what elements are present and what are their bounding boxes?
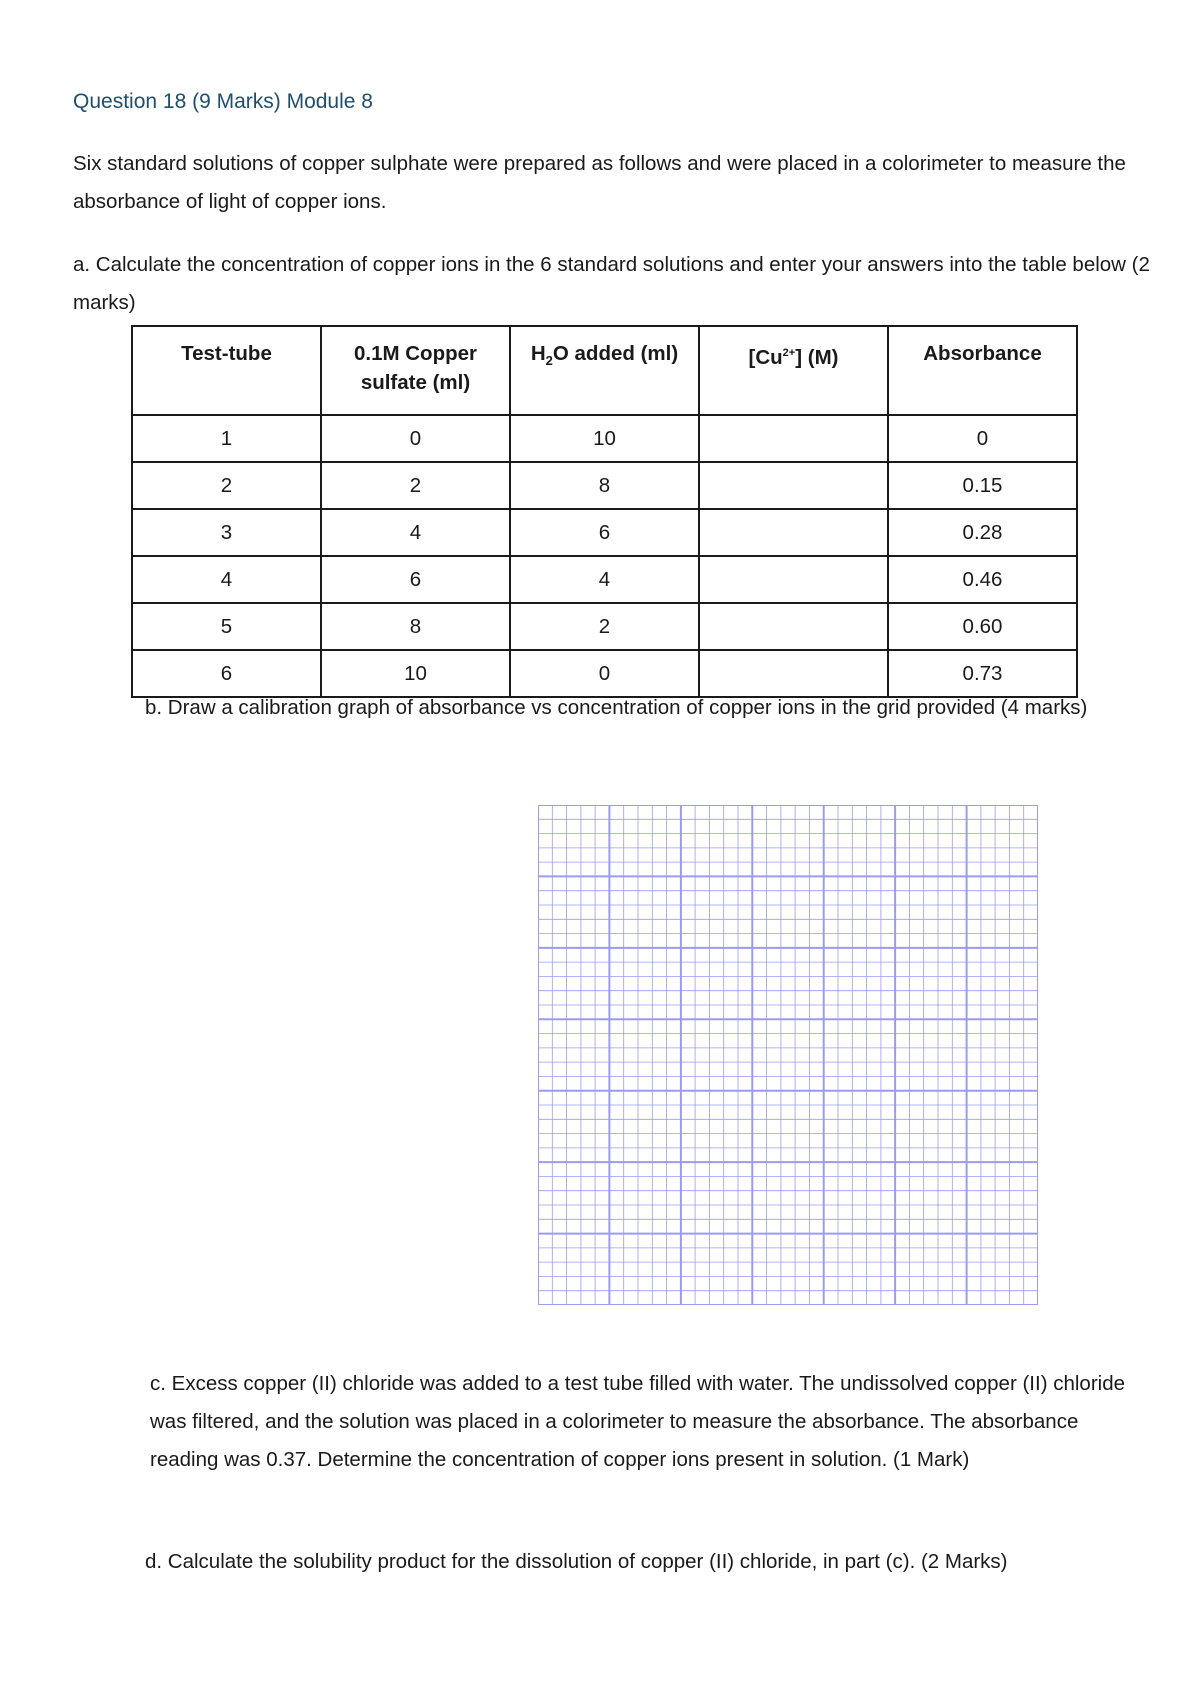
header-water-added: $H_2O$ added (ml) xyxy=(510,326,699,415)
cell-test-tube: 3 xyxy=(132,509,321,556)
cell-concentration-answer[interactable] xyxy=(699,603,888,650)
cell-concentration-answer[interactable] xyxy=(699,556,888,603)
table-row xyxy=(132,415,1077,462)
question-heading: Question 18 (9 Marks) Module 8 xyxy=(73,90,373,113)
cell-absorbance: 0.46 xyxy=(888,556,1077,603)
header-copper-sulfate: 0.1M Copper sulfate (ml) xyxy=(321,326,510,415)
table-row xyxy=(132,603,1077,650)
cell-copper: 2 xyxy=(321,462,510,509)
cell-concentration-answer[interactable] xyxy=(699,415,888,462)
cell-test-tube: 4 xyxy=(132,556,321,603)
cell-copper: 6 xyxy=(321,556,510,603)
solutions-table xyxy=(131,325,1078,698)
table-row xyxy=(132,556,1077,603)
cell-absorbance: 0.28 xyxy=(888,509,1077,556)
cell-test-tube: 1 xyxy=(132,415,321,462)
part-a-text: a. Calculate the concentration of copper ions in the 6 standard solutions and enter your answers into the table below (2 marks) xyxy=(73,253,1150,314)
cell-absorbance: 0.73 xyxy=(888,650,1077,697)
header-cu-concentration: $[Cu^{2+}]$ (M) xyxy=(699,326,888,415)
part-c-text: c. Excess copper (II) chloride was added to a test tube filled with water. The undissolved copper (II) chloride was filtered, and the solution was placed in a colorimeter to measure the absorbance. The absorbance reading was 0.37. Determine the concentration of copper ions present in solution. (1 Mark) xyxy=(150,1372,1126,1471)
cell-water: 10 xyxy=(510,415,699,462)
part-b-text: b. Draw a calibration graph of absorbance vs concentration of copper ions in the grid provided (4 marks) xyxy=(145,696,1088,719)
header-test-tube: Test-tube xyxy=(132,326,321,415)
cell-test-tube: 6 xyxy=(132,650,321,697)
cell-copper: 10 xyxy=(321,650,510,697)
cell-copper: 0 xyxy=(321,415,510,462)
cell-copper: 8 xyxy=(321,603,510,650)
cell-concentration-answer[interactable] xyxy=(699,509,888,556)
cell-test-tube: 5 xyxy=(132,603,321,650)
graph-paper-grid[interactable] xyxy=(538,805,1038,1305)
cell-copper: 4 xyxy=(321,509,510,556)
cell-absorbance: 0.15 xyxy=(888,462,1077,509)
cell-absorbance: 0.60 xyxy=(888,603,1077,650)
header-absorbance: Absorbance xyxy=(888,326,1077,415)
intro-text: Six standard solutions of copper sulphate were prepared as follows and were placed in a colorimeter to measure the absorbance of light of copper ions. xyxy=(73,152,1126,213)
cell-water: 0 xyxy=(510,650,699,697)
table-row xyxy=(132,462,1077,509)
cell-water: 2 xyxy=(510,603,699,650)
cell-water: 4 xyxy=(510,556,699,603)
cell-test-tube: 2 xyxy=(132,462,321,509)
part-d-text: d. Calculate the solubility product for the dissolution of copper (II) chloride, in part (c). (2 Marks) xyxy=(145,1550,1008,1573)
cell-concentration-answer[interactable] xyxy=(699,462,888,509)
graph-grid-svg xyxy=(538,805,1038,1305)
cell-water: 8 xyxy=(510,462,699,509)
table-header-row xyxy=(132,326,1077,415)
cell-water: 6 xyxy=(510,509,699,556)
table-row xyxy=(132,509,1077,556)
cell-absorbance: 0 xyxy=(888,415,1077,462)
